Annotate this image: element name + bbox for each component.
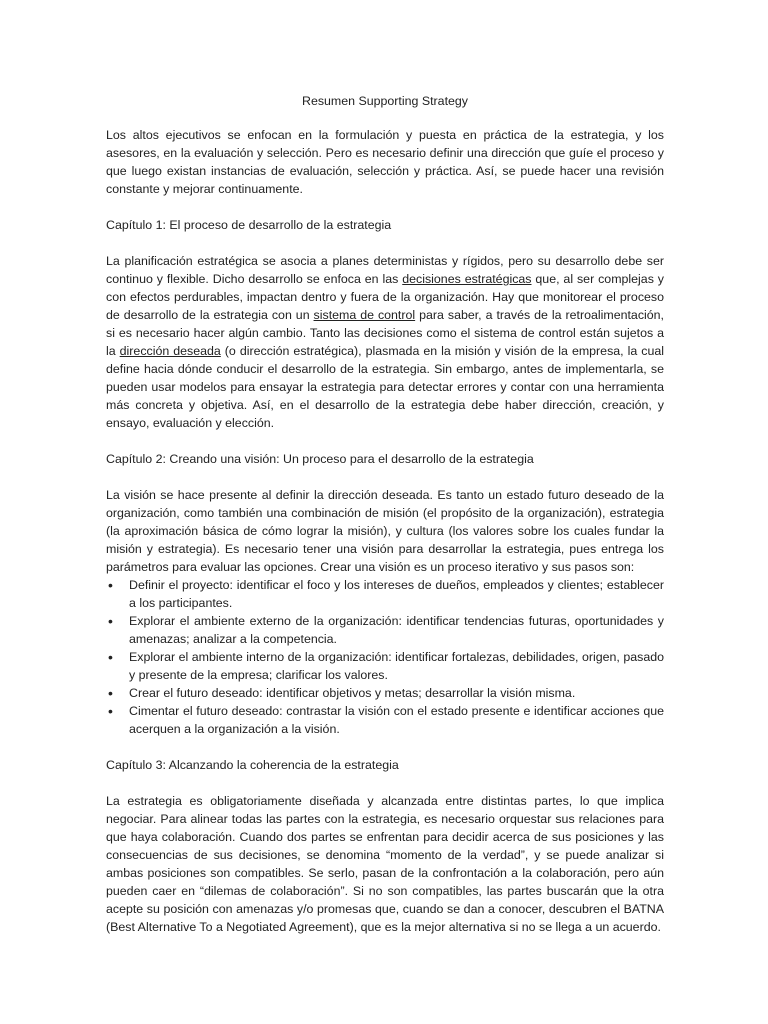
chapter-1-text-part-1: La planificación estratégica se asocia a planes deterministas y rígidos, pero su desarrollo debe ser continuo y flexible. Dicho desarrollo se enfoca en las bbox=[106, 254, 664, 286]
list-item: • Explorar el ambiente externo de la organización: identificar tendencias futuras, oportunidades y amenazas; analizar a la competencia. bbox=[106, 612, 664, 648]
list-item: • Cimentar el futuro deseado: contrastar la visión con el estado presente e identificar acciones que acerquen a la organización a la visión. bbox=[106, 702, 664, 738]
chapter-1-text-part-2: que, al ser complejas y con efectos perdurables, impactan dentro y fuera de la organización. Hay que monitorear el proceso de desarrollo de la estrategia con un bbox=[106, 272, 664, 322]
control-system-term: sistema de control bbox=[313, 308, 416, 322]
list-item: • Definir el proyecto: identificar el foco y los intereses de dueños, empleados y clientes; establecer a los participantes. bbox=[106, 576, 664, 612]
chapter-3-paragraph: La estrategia es obligatoriamente diseñada y alcanzada entre distintas partes, lo que implica negociar. Para alinear todas las partes con la estrategia, es necesario orquestar sus relaciones para que haya colaboración. Cuando dos partes se enfrentan para decidir acerca de sus posiciones y las consecuencias de sus decisiones, se denomina “momento de la verdad”, y se puede analizar si ambas posiciones son compatibles. Se serlo, pasan de la confrontación a la colaboración, pero aún pueden caer en “dilemas de colaboración”. Si no son compatibles, las partes buscarán que la otra acepte su posición con amenazas y/o promesas que, cuando se dan a conocer, descubren el BATNA (Best Alternative To a Negotiated Agreement), que es la mejor alternativa si no se llega a un acuerdo. bbox=[106, 794, 664, 934]
chapter-2-heading: Capítulo 2: Creando una visión: Un proceso para el desarrollo de la estrategia bbox=[106, 452, 534, 466]
strategic-decisions-term: decisiones estratégicas bbox=[402, 272, 532, 286]
list-item: • Crear el futuro deseado: identificar objetivos y metas; desarrollar la visión misma. bbox=[106, 684, 664, 702]
document-body bbox=[106, 92, 664, 936]
document-title: Resumen Supporting Strategy bbox=[302, 94, 468, 108]
vision-steps-list bbox=[106, 576, 664, 738]
chapter-1-heading: Capítulo 1: El proceso de desarrollo de la estrategia bbox=[106, 218, 392, 232]
chapter-2-paragraph: La visión se hace presente al definir la dirección deseada. Es tanto un estado futuro deseado de la organización, como también una combinación de misión (el propósito de la organización), estrategia (la aproximación básica de cómo lograr la misión), y cultura (los valores sobre los cuales fundar la misión y estrategia). Es necesario tener una visión para desarrollar la estrategia, pues entrega los parámetros para evaluar las opciones. Crear una visión es un proceso iterativo y sus pasos son: bbox=[106, 488, 664, 574]
chapter-1-text-part-3: para saber, a través de la retroalimentación, si es necesario hacer algún cambio. Tanto las decisiones como el sistema de control están sujetos a la bbox=[106, 308, 664, 358]
desired-direction-term: dirección deseada bbox=[119, 344, 221, 358]
chapter-3-heading: Capítulo 3: Alcanzando la coherencia de la estrategia bbox=[106, 758, 399, 772]
intro-paragraph: Los altos ejecutivos se enfocan en la formulación y puesta en práctica de la estrategia, y los asesores, en la evaluación y selección. Pero es necesario definir una dirección que guíe el proceso y que luego existan instancias de evaluación, selección y práctica. Así, se puede hacer una revisión constante y mejorar continuamente. bbox=[106, 128, 664, 196]
chapter-1-text-part-4: (o dirección estratégica), plasmada en la misión y visión de la empresa, la cual define hacia dónde conducir el desarrollo de la estrategia. Sin embargo, antes de implementarla, se pueden usar modelos para ensayar la estrategia para detectar errores y contar con una herramienta más concreta y objetiva. Así, en el desarrollo de la estrategia debe haber dirección, creación, y ensayo, evaluación y elección. bbox=[106, 344, 664, 430]
chapter-1-paragraph bbox=[106, 252, 664, 432]
list-item: • Explorar el ambiente interno de la organización: identificar fortalezas, debilidades, origen, pasado y presente de la empresa; clarificar los valores. bbox=[106, 648, 664, 684]
